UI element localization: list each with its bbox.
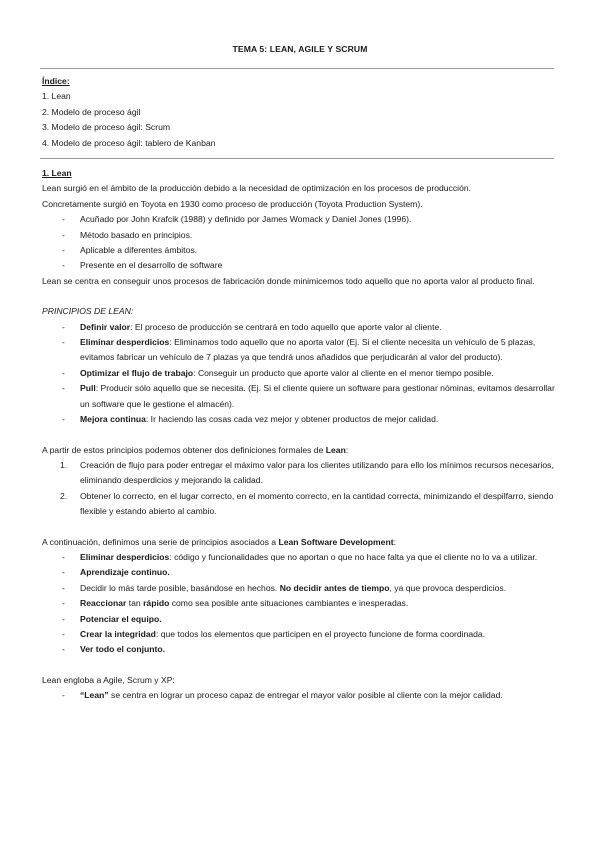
principle-term: Eliminar desperdicios: [80, 337, 170, 348]
index-divider: [40, 158, 554, 159]
list-item: [42, 489, 558, 520]
list-item: - Aplicable a diferentes ámbitos.: [42, 243, 558, 258]
list-item: [42, 458, 558, 489]
list-number: 2.: [60, 490, 68, 501]
principle-term: Pull: [80, 383, 96, 394]
definitions-intro-text: A partir de estos principios podemos obtener dos definiciones formales de: [42, 444, 326, 455]
principle-text: : Conseguir un producto que aporte valor al cliente en el menor tiempo posible.: [193, 367, 494, 378]
lsd-intro: [42, 535, 558, 550]
list-item: - Acuñado por John Krafcik (1988) y definido por James Womack y Daniel Jones (1996).: [42, 212, 558, 227]
lsd-term: No decidir antes de tiempo: [279, 582, 390, 593]
principle-text: : Eliminamos todo aquello que no aporta valor (Ej. Si el cliente necesita un vehículo de 5 plazas, evitamos fabricar un vehículo de 7 plazas ya que tendrá unos añadidos que perjudicarán al valor del producto).: [80, 337, 536, 363]
engloba-intro: Lean engloba a Agile, Scrum y XP:: [42, 674, 175, 685]
lean-section: [42, 166, 558, 704]
definitions-intro-colon: :: [345, 444, 349, 455]
lean-bullets: [42, 212, 558, 274]
list-item: [42, 581, 558, 596]
list-item: [42, 381, 558, 412]
principle-term: Optimizar el flujo de trabajo: [80, 367, 194, 378]
lean-summary: Lean se centra en conseguir unos procesos de fabricación donde minimicemos todo aquello que no aporta valor al producto final.: [42, 275, 535, 286]
principles-heading: PRINCIPIOS DE LEAN:: [42, 306, 134, 317]
list-item: [42, 335, 558, 366]
lsd-intro-bold: Lean Software Development: [278, 536, 394, 547]
lean-intro-line: Concretamente surgió en Toyota en 1930 como proceso de producción (Toyota Production System).: [42, 198, 423, 209]
lsd-term: Eliminar desperdicios: [80, 551, 170, 562]
list-item: - Presente en el desarrollo de software: [42, 258, 558, 273]
list-item: [42, 366, 558, 381]
list-item: [42, 688, 558, 703]
principles-list: [42, 320, 558, 428]
lsd-term: Potenciar el equipo.: [80, 613, 162, 624]
index-heading: Índice:: [42, 76, 70, 86]
definitions-list: [42, 458, 558, 520]
principle-term: Mejora continua: [80, 414, 146, 425]
title-divider: [40, 68, 554, 69]
list-item: [42, 565, 558, 580]
definitions-intro: [42, 443, 558, 458]
lsd-text: como sea posible ante situaciones cambiantes e inesperadas.: [169, 598, 409, 609]
list-number: 1.: [60, 459, 68, 470]
lsd-text: : código y funcionalidades que no aportan o que no hace falta ya que el cliente no lo va a utilizar.: [169, 551, 538, 562]
principle-text: : El proceso de producción se centrará en todo aquello que aporte valor al cliente.: [130, 321, 442, 332]
lsd-text: tan: [126, 598, 144, 609]
lsd-term: Ver todo el conjunto.: [80, 644, 165, 655]
lsd-term: Reaccionar: [80, 598, 127, 609]
index-section: [42, 74, 558, 151]
lsd-text: , ya que provoca desperdicios.: [389, 582, 507, 593]
definitions-intro-bold: Lean: [325, 444, 346, 455]
list-item: [42, 550, 558, 565]
principle-text: : Producir sólo aquello que se necesita. (Ej. Si el cliente quiere un software para gestionar nóminas, evitamos desarrollar un software que le gestione el almacén).: [80, 383, 555, 409]
principle-text: : Ir haciendo las cosas cada vez mejor y obtener productos de mejor calidad.: [145, 414, 439, 425]
engloba-text: se centra en lograr un proceso capaz de entregar el mayor valor posible al cliente con la mejor calidad.: [108, 690, 503, 701]
list-item: [42, 596, 558, 611]
definition-text: Obtener lo correcto, en el lugar correcto, en el momento correcto, en la cantidad correcta, minimizando el despilfarro, siendo flexible y estando abierto al cambio.: [80, 490, 554, 517]
lsd-term: rápido: [143, 598, 170, 609]
lsd-list: [42, 550, 558, 658]
lsd-text: : que todos los elementos que participen en el proyecto funcione de forma coordinada.: [155, 628, 486, 639]
lean-intro-line: Lean surgió en el ámbito de la producción debido a la necesidad de optimización en los procesos de producción.: [42, 183, 472, 194]
list-item: [42, 612, 558, 627]
lean-heading: 1. Lean: [42, 168, 72, 178]
engloba-list: [42, 688, 558, 703]
lsd-intro-text: A continuación, definimos una serie de principios asociados a: [42, 536, 279, 547]
list-item: [42, 412, 558, 427]
list-item: - Método basado en principios.: [42, 228, 558, 243]
index-item: 3. Modelo de proceso ágil: Scrum: [42, 122, 171, 133]
principle-term: Definir valor: [80, 321, 131, 332]
index-item: 2. Modelo de proceso ágil: [42, 106, 141, 117]
lsd-term: Crear la integridad: [80, 628, 156, 639]
list-item: [42, 627, 558, 642]
lsd-term: Aprendizaje continuo.: [80, 567, 170, 578]
lsd-intro-colon: :: [393, 536, 396, 547]
list-item: [42, 320, 558, 335]
definition-text: Creación de flujo para poder entregar el máximo valor para los clientes utilizando para ello los mínimos recursos necesarios, eliminando desperdicios y mejorando la calidad.: [80, 459, 554, 486]
list-item: [42, 642, 558, 657]
page-title: TEMA 5: LEAN, AGILE Y SCRUM: [232, 44, 368, 54]
index-item: 1. Lean: [42, 91, 71, 102]
lsd-text: Decidir lo más tarde posible, basándose en hechos.: [80, 582, 280, 593]
index-item: 4. Modelo de proceso ágil: tablero de Kanban: [42, 137, 216, 148]
engloba-term: “Lean”: [80, 690, 109, 701]
